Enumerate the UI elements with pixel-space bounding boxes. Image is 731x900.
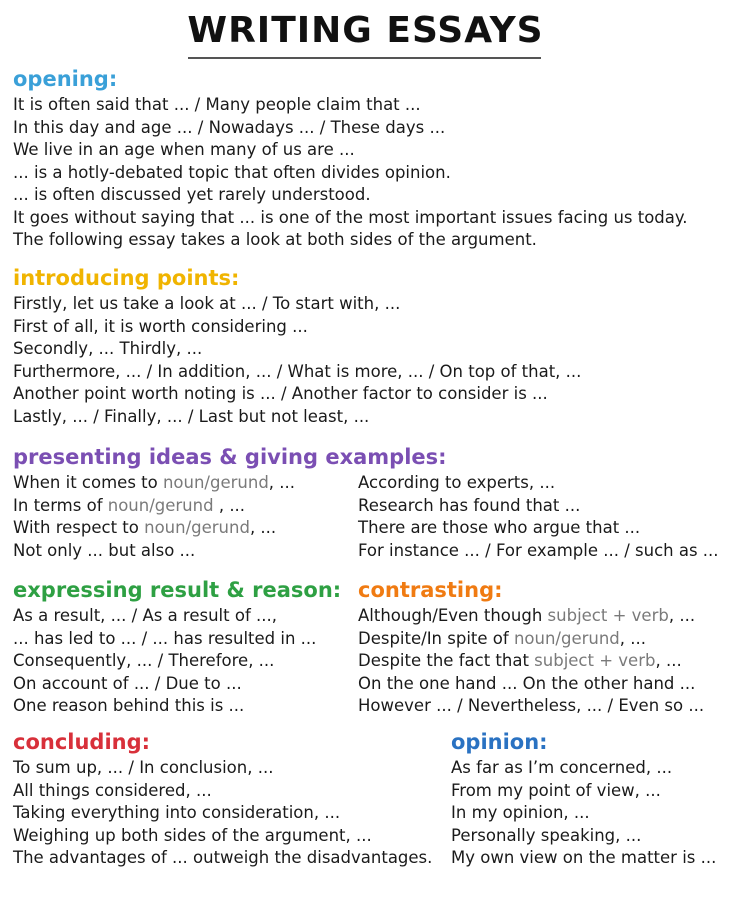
page-title: WRITING ESSAYS xyxy=(187,10,544,51)
contrasting-line: On the one hand ... On the other hand ... xyxy=(358,673,696,693)
presenting-line-left: When it comes to noun/gerund, ... xyxy=(13,473,296,492)
result-line: As a result, ... / As a result of ..., xyxy=(13,606,277,625)
opening-line: ... is a hotly-debated topic that often divides opinion. xyxy=(13,162,451,182)
section-heading-presenting: presenting ideas & giving examples: xyxy=(13,445,447,469)
opening-line: ... is often discussed yet rarely understood. xyxy=(13,185,371,204)
opening-line: It goes without saying that ... is one of the most important issues facing us today. xyxy=(13,207,688,227)
concluding-line: The advantages of ... outweigh the disadvantages. xyxy=(13,848,433,867)
introducing-line: Lastly, ... / Finally, ... / Last but not least, ... xyxy=(13,406,370,426)
concluding-line: To sum up, ... / In conclusion, ... xyxy=(13,758,274,777)
section-heading-opening: opening: xyxy=(13,67,118,91)
opinion-line: From my point of view, ... xyxy=(451,780,661,800)
concluding-line: Taking everything into consideration, ... xyxy=(13,803,341,822)
presenting-line-right: Research has found that ... xyxy=(358,495,581,515)
introducing-line: Furthermore, ... / In addition, ... / What is more, ... / On top of that, ... xyxy=(13,361,582,381)
opening-line: We live in an age when many of us are ... xyxy=(13,140,355,159)
title-underline xyxy=(188,57,541,59)
result-line: ... has led to ... / ... has resulted in ... xyxy=(13,628,317,648)
section-heading-result: expressing result & reason: xyxy=(13,578,342,602)
section-heading-introducing: introducing points: xyxy=(13,266,240,290)
section-heading-opinion: opinion: xyxy=(451,730,548,754)
section-concluding xyxy=(13,729,432,870)
presenting-right-column xyxy=(358,472,719,562)
section-opinion xyxy=(451,729,716,870)
result-line: Consequently, ... / Therefore, ... xyxy=(13,651,275,670)
introducing-line: Another point worth noting is ... / Another factor to consider is ... xyxy=(13,384,548,403)
section-result-reason xyxy=(13,577,341,718)
contrasting-line: Despite the fact that subject + verb, ... xyxy=(358,651,682,670)
presenting-line-right: There are those who argue that ... xyxy=(358,518,641,537)
introducing-line: Secondly, ... Thirdly, ... xyxy=(13,339,203,358)
concluding-line: Weighing up both sides of the argument, ... xyxy=(13,825,372,845)
presenting-line-left: With respect to noun/gerund, ... xyxy=(13,518,277,537)
introducing-line: First of all, it is worth considering ... xyxy=(13,316,308,336)
contrasting-line: Although/Even though subject + verb, ... xyxy=(358,606,696,625)
result-line: On account of ... / Due to ... xyxy=(13,673,242,693)
section-heading-concluding: concluding: xyxy=(13,730,151,754)
opinion-line: In my opinion, ... xyxy=(451,803,590,822)
section-contrasting xyxy=(358,577,704,718)
section-opening xyxy=(13,66,688,252)
contrasting-line: Despite/In spite of noun/gerund, ... xyxy=(358,628,646,648)
opening-line: It is often said that ... / Many people claim that ... xyxy=(13,95,421,114)
presenting-line-left: Not only ... but also ... xyxy=(13,540,196,560)
section-introducing-points xyxy=(13,265,581,428)
concluding-line: All things considered, ... xyxy=(13,780,212,800)
contrasting-line: However ... / Nevertheless, ... / Even so ... xyxy=(358,696,705,715)
opening-line: In this day and age ... / Nowadays ... / These days ... xyxy=(13,117,446,137)
opinion-line: As far as I’m concerned, ... xyxy=(451,758,673,777)
presenting-line-right: According to experts, ... xyxy=(358,473,556,492)
opening-line: The following essay takes a look at both sides of the argument. xyxy=(13,230,537,249)
section-heading-contrasting: contrasting: xyxy=(358,578,503,602)
presenting-line-right: For instance ... / For example ... / such as ... xyxy=(358,540,719,560)
presenting-line-left: In terms of noun/gerund , ... xyxy=(13,495,246,515)
opinion-line: My own view on the matter is ... xyxy=(451,848,717,867)
opinion-line: Personally speaking, ... xyxy=(451,825,642,845)
introducing-line: Firstly, let us take a look at ... / To start with, ... xyxy=(13,294,401,313)
result-line: One reason behind this is ... xyxy=(13,696,245,715)
